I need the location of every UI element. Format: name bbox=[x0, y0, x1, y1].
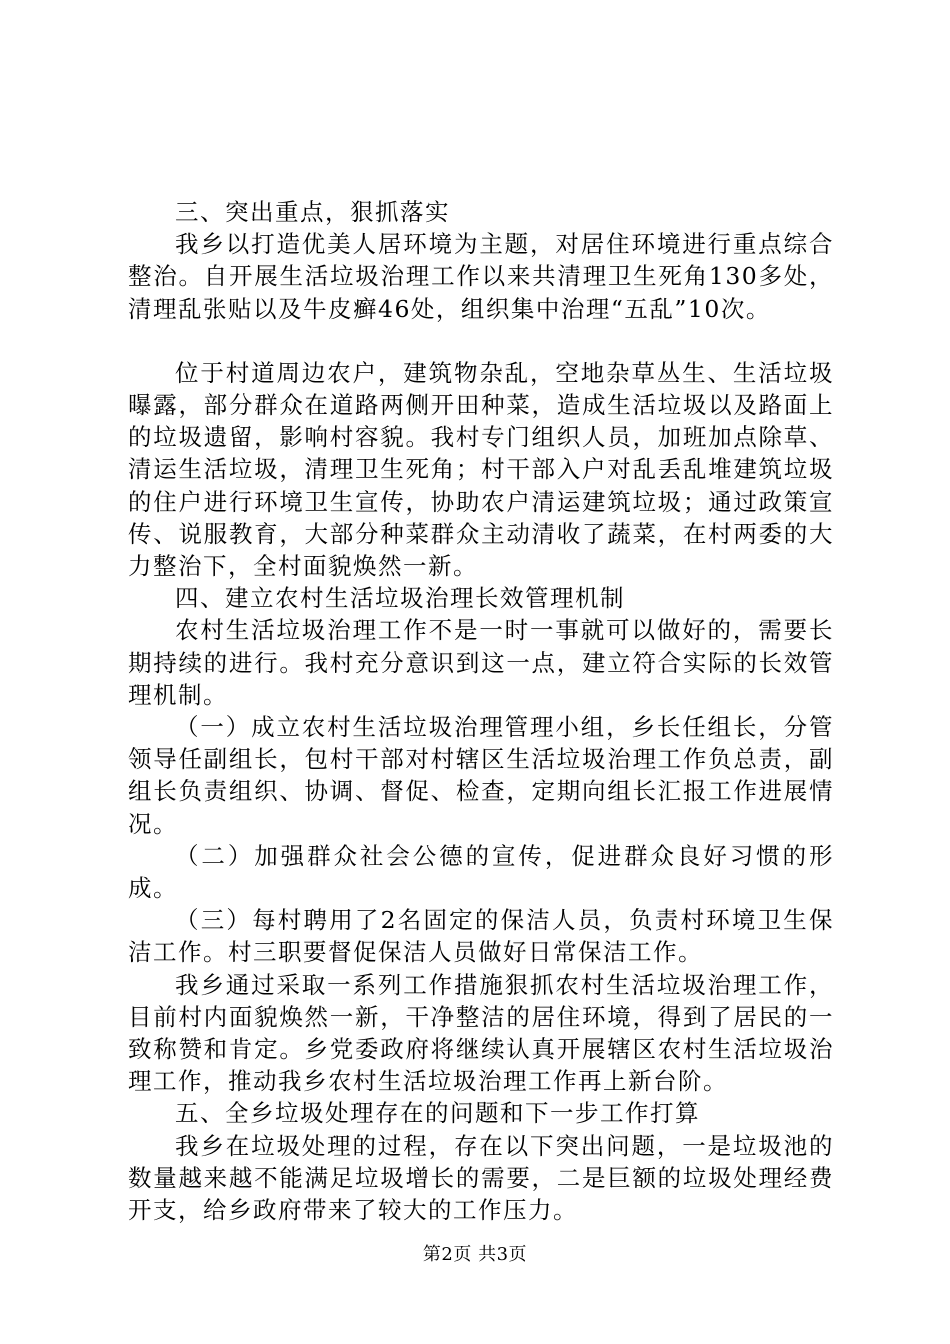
page-number-footer: 第2页 共3页 bbox=[422, 1244, 528, 1265]
section-heading-4: 四、建立农村生活垃圾治理长效管理机制 bbox=[175, 584, 625, 613]
paragraph: 位于村道周边农户，建筑物杂乱，空地杂草丛生、生活垃圾曝露，部分群众在道路两侧开田种菜，造成生活垃圾以及路面上的垃圾遗留，影响村容貌。我村专门组织人员，加班加点除草、清运生活垃圾，清理卫生死角；村干部入户对乱丢乱堆建筑垃圾的住户进行环境卫生宣传，协助农户清运建筑垃圾；通过政策宣传、说服教育，大部分种菜群众主动清收了蔬菜，在村两委的大力整治下，全村面貌焕然一新。 bbox=[128, 358, 834, 581]
section-heading-3: 三、突出重点，狠抓落实 bbox=[175, 198, 450, 226]
paragraph: 农村生活垃圾治理工作不是一时一事就可以做好的，需要长期持续的进行。我村充分意识到这一点，建立符合实际的长效管理机制。 bbox=[128, 616, 834, 709]
section-heading-5: 五、全乡垃圾处理存在的问题和下一步工作打算 bbox=[175, 1099, 700, 1128]
list-item: （二）加强群众社会公德的宣传，促进群众良好习惯的形成。 bbox=[128, 841, 834, 903]
document-body bbox=[128, 196, 834, 1226]
paragraph: 我乡以打造优美人居环境为主题，对居住环境进行重点综合整治。自开展生活垃圾治理工作以来共清理卫生死角130多处，清理乱张贴以及牛皮癣46处，组织集中治理“五乱”10次。 bbox=[128, 230, 834, 323]
list-item: （一）成立农村生活垃圾治理管理小组，乡长任组长，分管领导任副组长，包村干部对村辖区生活垃圾治理工作负总责，副组长负责组织、协调、督促、检查，定期向组长汇报工作进展情况。 bbox=[128, 713, 834, 838]
paragraph: 我乡在垃圾处理的过程，存在以下突出问题，一是垃圾池的数量越来越不能满足垃圾增长的需要，二是巨额的垃圾处理经费开支，给乡政府带来了较大的工作压力。 bbox=[128, 1131, 834, 1225]
paragraph: 我乡通过采取一系列工作措施狠抓农村生活垃圾治理工作，目前村内面貌焕然一新，干净整洁的居住环境，得到了居民的一致称赞和肯定。乡党委政府将继续认真开展辖区农村生活垃圾治理工作，推动我乡农村生活垃圾治理工作再上新台阶。 bbox=[128, 970, 834, 1096]
list-item: （三）每村聘用了2名固定的保洁人员，负责村环境卫生保洁工作。村三职要督促保洁人员做好日常保洁工作。 bbox=[128, 906, 834, 967]
